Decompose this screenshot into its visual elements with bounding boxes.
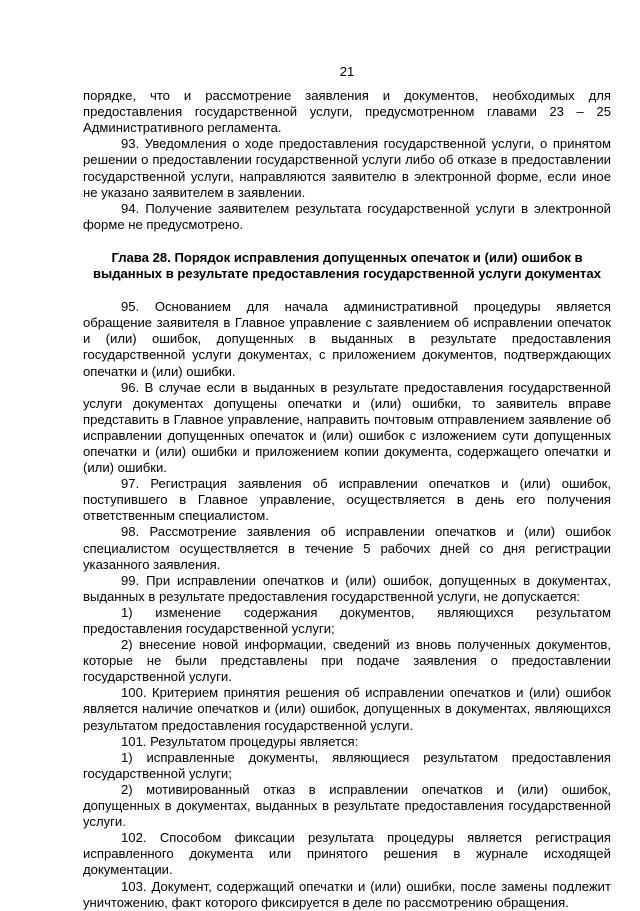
paragraph-101-item-1: 1) исправленные документы, являющиеся результатом предоставления государственной услуги; [83,749,611,781]
paragraph-continuation: порядке, что и рассмотрение заявления и документов, необходимых для предоставления государственной услуги, предусмотренном главами 23 – 25 Административного регламента. [83,88,611,136]
document-page [83,64,611,911]
paragraph-101: 101. Результатом процедуры является: [121,733,359,749]
paragraph-101-item-2: 2) мотивированный отказ в исправлении опечатков и (или) ошибок, допущенных в документах, выданных в результате предоставления государственной услуги. [83,781,611,830]
paragraph-99-item-2: 2) внесение новой информации, сведений из вновь полученных документов, которые не были представлены при подаче заявления о предоставлении государственной услуги. [83,637,611,685]
paragraph-97: 97. Регистрация заявления об исправлении опечатков и (или) ошибок, поступившего в Главное управление, осуществляется в день его получения ответственным специалистом. [83,476,611,524]
paragraph-103: 103. Документ, содержащий опечатки и (или) ошибки, после замены подлежит уничтожению, факт которого фиксируется в деле по рассмотрению обращения. [83,878,611,910]
chapter-heading: Глава 28. Порядок исправления допущенных опечаток и (или) ошибок в выданных в результате предоставления государственной услуги документах [92,249,601,282]
paragraph-94: 94. Получение заявителем результата государственной услуги в электронной форме не предусмотрено. [83,200,611,232]
paragraph-102: 102. Способом фиксации результата процедуры является регистрация исправленного документа или принятого решения в журнале исходящей документации. [83,830,611,878]
paragraph-99-item-1: 1) изменение содержания документов, являющихся результатом предоставления государственной услуги; [83,604,611,636]
paragraph-93: 93. Уведомления о ходе предоставления государственной услуги, о принятом решении о предоставлении государственной услуги либо об отказе в предоставлении государственной услуги, направляются заявителю в электронной форме, если иное не указано заявителем в заявлении. [83,136,611,200]
paragraph-98: 98. Рассмотрение заявления об исправлении опечатков и (или) ошибок специалистом осуществляется в течение 5 рабочих дней со дня регистрации указанного заявления. [83,524,611,572]
paragraph-95: 95. Основанием для начала административной процедуры является обращение заявителя в Главное управление с заявлением об исправлении опечаток и (или) ошибок, допущенных в выданных в результате предоставления государственной услуги документах, с приложением документов, подтверждающих опечатки и (или) ошибки. [83,299,611,379]
paragraph-96: 96. В случае если в выданных в результате предоставления государственной услуги документах допущены опечатки и (или) ошибки, то заявитель вправе представить в Главное управление, направить почтовым отправлением заявление об исправлении допущенных опечаток и (или) ошибок с изложением сути допущенных опечатки и (или) ошибки и приложением копии документа, содержащего опечатки и (или) ошибки. [83,379,611,476]
page-number: 21 [339,64,355,79]
paragraph-99: 99. При исправлении опечатков и (или) ошибок, допущенных в документах, выданных в результате предоставления государственной услуги, не допускается: [83,572,611,604]
paragraph-100: 100. Критерием принятия решения об исправлении опечатков и (или) ошибок является наличие опечатков и (или) ошибок, допущенных в документах, являющихся результатом предоставления государственной услуги. [83,685,611,733]
